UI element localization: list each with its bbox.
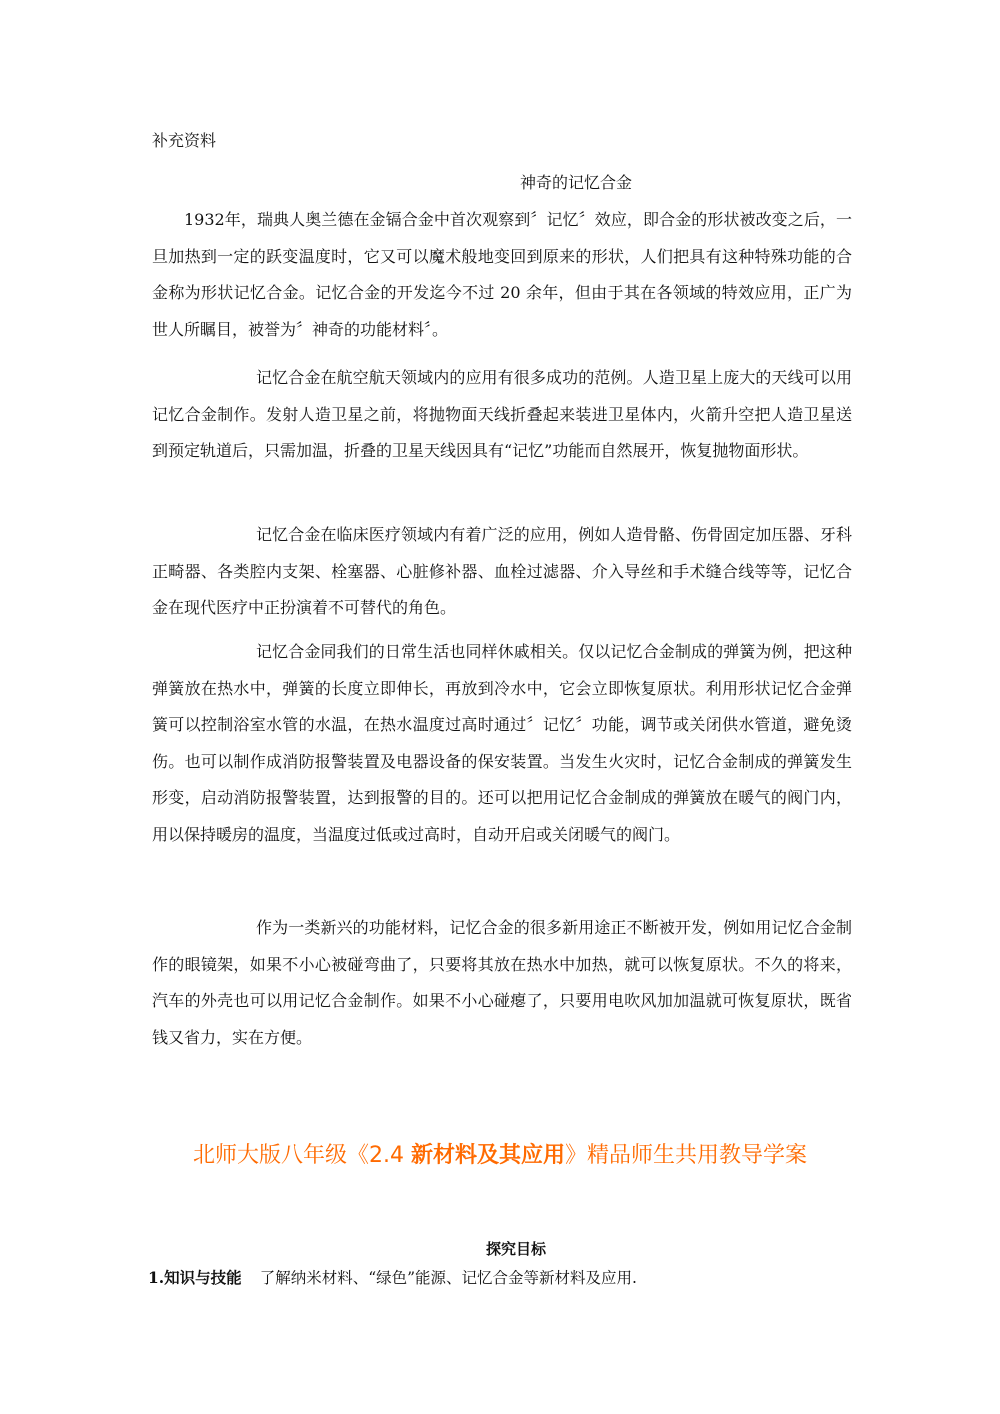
section-heading: 探究目标: [485, 1240, 546, 1258]
paragraph-medical: 记忆合金在临床医疗领域内有着广泛的应用，例如人造骨骼、伤骨固定加压器、牙科正畸器、各类腔内支架、栓塞器、心脏修补器、血栓过滤器、介入导丝和手术缝合线等等，记忆合金在现代医疗中正扮演着不可替代的角色。: [152, 525, 852, 617]
paragraph-new-uses: 作为一类新兴的功能材料，记忆合金的很多新用途正不断被开发，例如用记忆合金制作的眼镜架，如果不小心被碰弯曲了，只要将其放在热水中加热，就可以恢复原状。不久的将来，汽车的外壳也可以用记忆合金制作。如果不小心碰瘪了，只要用电吹风加加温就可恢复原状，既省钱又省力，实在方便。: [152, 918, 852, 1047]
paragraph-aerospace: 记忆合金在航空航天领域内的应用有很多成功的范例。人造卫星上庞大的天线可以用记忆合金制作。发射人造卫星之前，将抛物面天线折叠起来装进卫星体内，火箭升空把人造卫星送到预定轨道后，只需加温，折叠的卫星天线因具有“记忆”功能而自然展开，恢复抛物面形状。: [152, 368, 852, 460]
document-title-prefix: 北师大版八年级《2.4: [192, 1143, 411, 1168]
objective-item: [148, 1266, 637, 1288]
document-title-topic: 新材料及其应用: [410, 1143, 565, 1168]
objective-text: 了解纳米材料、“绿色”能源、记忆合金等新材料及应用.: [259, 1269, 637, 1287]
supplement-label: 补充资料: [152, 131, 217, 150]
objective-label: 1.知识与技能: [148, 1268, 242, 1287]
article-title: 神奇的记忆合金: [520, 173, 633, 192]
paragraph-discovery: 1932年，瑞典人奥兰德在金镉合金中首次观察到〞记忆〞效应，即合金的形状被改变之后，一旦加热到一定的跃变温度时，它又可以魔术般地变回到原来的形状，人们把具有这种特殊功能的合金称为形状记忆合金。记忆合金的开发迄今不过 20 余年，但由于其在各领域的特效应用，正广为世人所瞩目，被誉为〞神奇的功能材料〞。: [152, 210, 852, 339]
paragraph-daily-life: 记忆合金同我们的日常生活也同样休戚相关。仅以记忆合金制成的弹簧为例，把这种弹簧放在热水中，弹簧的长度立即伸长，再放到冷水中，它会立即恢复原状。利用形状记忆合金弹簧可以控制浴室水管的水温，在热水温度过高时通过〞记忆〞功能，调节或关闭供水管道，避免烫伤。也可以制作成消防报警装置及电器设备的保安装置。当发生火灾时，记忆合金制成的弹簧发生形变，启动消防报警装置，达到报警的目的。还可以把用记忆合金制成的弹簧放在暖气的阀门内，用以保持暖房的温度，当温度过低或过高时，自动开启或关闭暖气的阀门。: [152, 642, 852, 844]
document-title-suffix: 》精品师生共用教导学案: [564, 1143, 807, 1168]
document-title: [0, 1138, 1000, 1169]
